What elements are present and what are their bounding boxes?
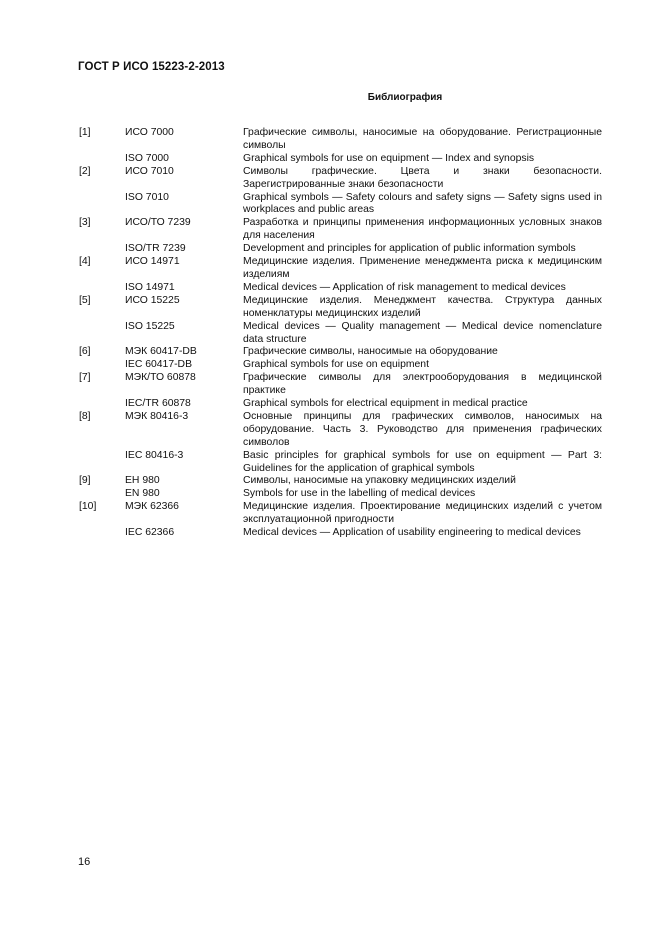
entry-line	[79, 282, 602, 295]
standard-title: Медицинские изделия. Менеджмент качества. Структура данных номенклатуры медицинских изделий	[243, 294, 602, 319]
bibliography-entry	[79, 256, 602, 295]
bibliography-entry	[79, 475, 602, 501]
standard-title: Медицинские изделия. Применение менеджмента риска к медицинским изделиям	[243, 256, 602, 280]
entry-line	[79, 372, 602, 398]
page-number: 16	[78, 856, 91, 868]
entry-number: [1]	[79, 127, 91, 138]
standard-code: ИСО 7010	[125, 165, 174, 177]
entry-line	[79, 527, 602, 540]
standard-title: Symbols for use in the labelling of medical devices	[243, 488, 476, 500]
bibliography-list	[79, 127, 602, 540]
standard-code: ИСО 7000	[125, 127, 174, 138]
standard-code: МЭК/ТО 60878	[125, 372, 196, 384]
standard-code: ISO 15225	[125, 320, 175, 332]
standard-title: Графические символы, наносимые на оборудование	[243, 346, 498, 358]
standard-title: Графические символы для электрооборудования в медицинской практике	[243, 372, 602, 397]
standard-code: EN 980	[125, 488, 160, 500]
entry-line	[79, 398, 602, 411]
standard-title: Разработка и принципы применения информационных условных знаков для населения	[243, 217, 602, 242]
standard-code: ИСО 14971	[125, 256, 180, 268]
bibliography-entry	[79, 166, 602, 218]
standard-title: Medical devices — Quality management — Medical device nomenclature data structure	[243, 320, 602, 345]
entry-number: [9]	[79, 475, 91, 487]
standard-title: Графические символы, наносимые на оборудование. Регистрационные символы	[243, 127, 602, 151]
standard-code: IEC/TR 60878	[125, 398, 191, 410]
entry-line	[79, 450, 602, 476]
standard-code: МЭК 60417-DB	[125, 346, 197, 358]
entry-line	[79, 153, 602, 166]
standard-code: IEC 60417-DB	[125, 359, 192, 371]
entry-line	[79, 501, 602, 527]
standard-title: Медицинские изделия. Проектирование медицинских изделий с учетом эксплуатационной пригодности	[243, 501, 602, 526]
standard-title: Graphical symbols for electrical equipment in medical practice	[243, 398, 528, 410]
standard-code: ЕН 980	[125, 475, 160, 487]
entry-line	[79, 321, 602, 347]
bibliography-entry	[79, 411, 602, 476]
standard-code: ISO/TR 7239	[125, 243, 186, 255]
standard-title: Medical devices — Application of risk management to medical devices	[243, 281, 566, 293]
standard-code: ISO 14971	[125, 281, 175, 293]
bibliography-entry	[79, 295, 602, 347]
entry-line	[79, 192, 602, 218]
entry-line	[79, 166, 602, 192]
entry-line	[79, 346, 602, 359]
bibliography-entry	[79, 217, 602, 256]
standard-title: Символы графические. Цвета и знаки безопасности. Зарегистрированные знаки безопасности	[243, 165, 602, 190]
bibliography-entry	[79, 372, 602, 411]
section-title: Библиография	[367, 92, 443, 103]
standard-code: ИСО 15225	[125, 294, 180, 306]
standard-code: МЭК 80416-3	[125, 410, 189, 422]
standard-code: IEC 80416-3	[125, 449, 184, 461]
bibliography-entry	[79, 346, 602, 372]
standard-code: МЭК 62366	[125, 501, 179, 513]
entry-line	[79, 295, 602, 321]
entry-line	[79, 411, 602, 450]
standard-title: Graphical symbols for use on equipment	[243, 359, 429, 371]
standard-code: IEC 62366	[125, 527, 175, 539]
entry-line	[79, 475, 602, 488]
entry-line	[79, 488, 602, 501]
standard-code: ISO 7010	[125, 191, 169, 203]
standard-title: Graphical symbols — Safety colours and safety signs — Safety signs used in workplaces and public areas	[243, 191, 602, 216]
entry-number: [2]	[79, 165, 91, 177]
bibliography-entry	[79, 501, 602, 540]
entry-line	[79, 127, 602, 153]
standard-title: Graphical symbols for use on equipment — Index and synopsis	[243, 152, 535, 164]
entry-line	[79, 256, 602, 282]
bibliography-entry	[79, 127, 602, 166]
standard-code: ISO 7000	[125, 152, 169, 164]
standard-title: Medical devices — Application of usability engineering to medical devices	[243, 527, 581, 539]
standard-title: Основные принципы для графических символов, наносимых на оборудование. Часть 3. Руководство для применения графических символов	[243, 410, 602, 448]
standard-header: ГОСТ Р ИСО 15223-2-2013	[78, 61, 225, 73]
entry-line	[79, 243, 602, 256]
entry-number: [8]	[79, 410, 91, 422]
standard-title: Development and principles for application of public information symbols	[243, 243, 576, 255]
entry-number: [3]	[79, 217, 91, 229]
standard-title: Символы, наносимые на упаковку медицинских изделий	[243, 475, 516, 487]
entry-number: [10]	[79, 501, 97, 513]
entry-line	[79, 217, 602, 243]
entry-number: [5]	[79, 294, 91, 306]
entry-number: [6]	[79, 346, 91, 358]
entry-number: [4]	[79, 256, 91, 268]
standard-title: Basic principles for graphical symbols for use on equipment — Part 3: Guidelines for the application of graphical symbols	[243, 449, 602, 474]
entry-line	[79, 359, 602, 372]
standard-code: ИСО/ТО 7239	[125, 217, 191, 229]
entry-number: [7]	[79, 372, 91, 384]
